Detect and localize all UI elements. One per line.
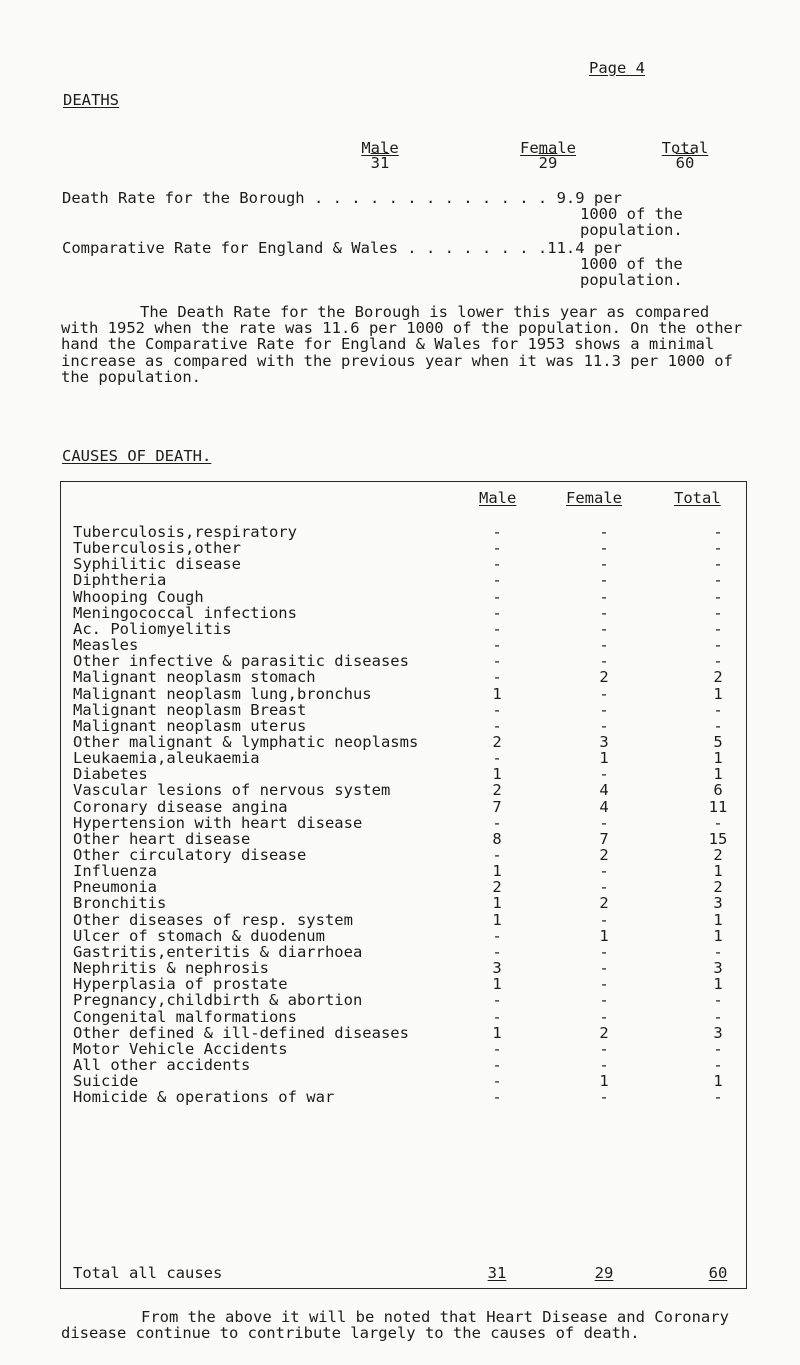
cause-label: Other heart disease [73, 829, 251, 848]
cell-male: - [492, 1007, 502, 1026]
cell-male: - [492, 571, 502, 590]
cell-male: 7 [492, 797, 502, 816]
cause-label: Ulcer of stomach & duodenum [73, 926, 325, 945]
cause-label: Pregnancy,childbirth & abortion [73, 991, 363, 1010]
cell-female: - [599, 862, 609, 881]
male-header: Male [361, 139, 399, 157]
cause-label: Motor Vehicle Accidents [73, 1039, 288, 1058]
cause-label: Bronchitis [73, 894, 167, 913]
cell-male: - [492, 749, 502, 768]
cell-male: - [492, 523, 502, 541]
cell-female: 2 [599, 894, 609, 913]
cause-label: Homicide & operations of war [73, 1088, 335, 1107]
total-cell-male: 31 [487, 1264, 507, 1282]
cell-total: - [713, 991, 723, 1010]
cause-label: Diphtheria [73, 571, 167, 590]
page-number: Page 4 [589, 59, 645, 77]
cell-male: 1 [492, 894, 502, 913]
cause-label: Hypertension with heart disease [73, 813, 363, 832]
rate-comparison-paragraph: The Death Rate for the Borough is lower this year as compared with 1952 when the rate was 11.6 per 1000 of the population. On the other hand the Comparative Rate for England & Wales for 1953 shows a minimal increase as compared with the previous year when it was 11.3 per 1000 of the population. [61, 303, 743, 386]
cell-total: - [713, 603, 723, 622]
cell-total: 3 [713, 894, 723, 913]
cell-female: - [599, 910, 609, 929]
cell-total: - [713, 587, 723, 606]
closing-paragraph: From the above it will be noted that Heart Disease and Coronary disease continue to contribute largely to the causes of death. [61, 1308, 729, 1343]
cell-female: - [599, 716, 609, 735]
cell-female: - [599, 1007, 609, 1026]
cause-label: Malignant neoplasm Breast [73, 700, 307, 719]
cause-label: Nephritis & nephrosis [73, 959, 269, 978]
cell-total: 1 [713, 862, 723, 881]
cell-total: 2 [713, 668, 723, 687]
cell-male: 2 [492, 781, 502, 800]
cell-total: 2 [713, 878, 723, 897]
cell-female: - [599, 587, 609, 606]
cell-male: - [492, 846, 502, 864]
cause-label: Congenital malformations [73, 1007, 297, 1026]
cell-female: - [599, 959, 609, 978]
cell-male: - [492, 991, 502, 1010]
cell-male: - [492, 1055, 502, 1074]
cell-male: - [492, 619, 502, 638]
cell-female: 2 [599, 1023, 609, 1042]
cause-label: Tuberculosis,other [73, 539, 241, 558]
cell-female: - [599, 523, 609, 541]
cause-label: Coronary disease angina [73, 797, 288, 816]
england-rate-line: Comparative Rate for England & Wales . . . . . . . .11.4 per [62, 239, 622, 257]
cell-total: - [713, 636, 723, 655]
cause-label: Leukaemia,aleukaemia [73, 749, 260, 768]
cause-label: Whooping Cough [73, 587, 204, 606]
cell-female: - [599, 942, 609, 961]
cell-total: 1 [713, 1072, 723, 1091]
female-total: 29 [538, 154, 558, 172]
cell-male: 3 [492, 959, 502, 978]
cell-male: 1 [492, 910, 502, 929]
cell-total: 11 [708, 797, 728, 816]
cell-male: - [492, 652, 502, 671]
cell-female: 1 [599, 749, 609, 768]
grand-total: 60 [675, 154, 695, 172]
cell-female: - [599, 619, 609, 638]
cell-total: 6 [713, 781, 723, 800]
cause-label: Other defined & ill-defined diseases [73, 1023, 409, 1042]
female-header: Female [520, 139, 576, 157]
cell-male: 1 [492, 975, 502, 994]
cell-male: - [492, 668, 502, 687]
cell-male: - [492, 539, 502, 558]
cell-total: 2 [713, 846, 723, 864]
cause-label: Tuberculosis,respiratory [73, 523, 297, 541]
cell-total: - [713, 716, 723, 735]
causes-header-male: Male [479, 489, 517, 507]
cell-male: 1 [492, 765, 502, 784]
cell-female: - [599, 571, 609, 590]
cell-total: 1 [713, 910, 723, 929]
cell-female: - [599, 1039, 609, 1058]
cell-total: 3 [713, 959, 723, 978]
cause-label: Vascular lesions of nervous system [73, 781, 391, 800]
cell-female: - [599, 878, 609, 897]
cell-total: - [713, 1007, 723, 1026]
cell-female: - [599, 991, 609, 1010]
cell-male: 2 [492, 732, 502, 751]
cause-label: Syphilitic disease [73, 555, 241, 574]
cell-male: - [492, 1039, 502, 1058]
cell-male: - [492, 603, 502, 622]
cell-male: - [492, 813, 502, 832]
borough-rate-cont1: 1000 of the [580, 205, 683, 223]
cell-female: - [599, 1088, 609, 1107]
cell-total: 3 [713, 1023, 723, 1042]
cause-label: Pneumonia [73, 878, 157, 897]
cell-total: - [713, 1088, 723, 1107]
cell-female: 4 [599, 797, 609, 816]
cell-total: - [713, 539, 723, 558]
cause-label: Hyperplasia of prostate [73, 975, 288, 994]
causes-title: CAUSES OF DEATH. [62, 447, 212, 465]
cell-female: 1 [599, 1072, 609, 1091]
cause-label: Malignant neoplasm lung,bronchus [73, 684, 372, 703]
cause-label: Gastritis,enteritis & diarrhoea [73, 942, 363, 961]
total-header: Total [661, 139, 709, 157]
cell-total: - [713, 571, 723, 590]
cause-label: Influenza [73, 862, 157, 881]
cell-female: - [599, 539, 609, 558]
cell-female: 1 [599, 926, 609, 945]
cell-female: - [599, 555, 609, 574]
cell-female: 2 [599, 668, 609, 687]
cell-total: 1 [713, 749, 723, 768]
cell-total: 1 [713, 975, 723, 994]
cell-total: 15 [708, 829, 728, 848]
cell-total: 1 [713, 926, 723, 945]
cause-label: Meningococcal infections [73, 603, 297, 622]
cell-female: 4 [599, 781, 609, 800]
cell-male: 1 [492, 862, 502, 881]
causes-header-total: Total [674, 489, 721, 507]
england-rate-cont1: 1000 of the [580, 255, 683, 273]
cause-label: Other circulatory disease [73, 846, 307, 864]
cell-male: - [492, 555, 502, 574]
cell-female: 3 [599, 732, 609, 751]
cause-label: Ac. Poliomyelitis [73, 619, 232, 638]
cell-male: - [492, 942, 502, 961]
cell-total: - [713, 619, 723, 638]
cause-label: Other diseases of resp. system [73, 910, 353, 929]
causes-header-female: Female [566, 489, 622, 507]
cell-total: - [713, 1039, 723, 1058]
cell-female: 2 [599, 846, 609, 864]
cause-label: Malignant neoplasm stomach [73, 668, 316, 687]
cause-label: All other accidents [73, 1055, 251, 1074]
cell-male: - [492, 1072, 502, 1091]
cell-male: - [492, 587, 502, 606]
cell-total: 1 [713, 684, 723, 703]
cell-male: 8 [492, 829, 502, 848]
total-cell-female: 29 [594, 1264, 614, 1282]
male-total: 31 [370, 154, 390, 172]
cause-label: Other infective & parasitic diseases [73, 652, 409, 671]
cell-female: - [599, 765, 609, 784]
borough-rate-cont2: population. [580, 221, 683, 239]
cause-label: Suicide [73, 1072, 139, 1091]
cell-male: - [492, 700, 502, 719]
cell-male: - [492, 1088, 502, 1107]
cause-label: Other malignant & lymphatic neoplasms [73, 732, 419, 751]
total-row-label: Total all causes [73, 1264, 223, 1282]
cause-label: Measles [73, 636, 139, 655]
cell-female: - [599, 603, 609, 622]
cell-total: 1 [713, 765, 723, 784]
cell-female: - [599, 652, 609, 671]
cause-label: Malignant neoplasm uterus [73, 716, 307, 735]
section-title: DEATHS [63, 91, 119, 109]
cell-total: - [713, 652, 723, 671]
cause-label: Diabetes [73, 765, 148, 784]
cell-male: - [492, 636, 502, 655]
england-rate-cont2: population. [580, 271, 683, 289]
cell-female: - [599, 700, 609, 719]
cell-female: - [599, 813, 609, 832]
cell-female: - [599, 636, 609, 655]
borough-rate-line: Death Rate for the Borough . . . . . . . . . . . . . 9.9 per [62, 189, 622, 207]
cell-female: - [599, 1055, 609, 1074]
cell-total: - [713, 523, 723, 541]
cell-total: - [713, 700, 723, 719]
cell-total: - [713, 1055, 723, 1074]
cell-male: 2 [492, 878, 502, 897]
cell-total: - [713, 555, 723, 574]
cell-male: 1 [492, 1023, 502, 1042]
cell-female: - [599, 975, 609, 994]
cell-total: 5 [713, 732, 723, 751]
cell-female: 7 [599, 829, 609, 848]
cell-total: - [713, 942, 723, 961]
cell-male: - [492, 716, 502, 735]
total-cell-total: 60 [708, 1264, 728, 1282]
cell-male: - [492, 926, 502, 945]
cell-total: - [713, 813, 723, 832]
cell-male: 1 [492, 684, 502, 703]
cell-female: - [599, 684, 609, 703]
